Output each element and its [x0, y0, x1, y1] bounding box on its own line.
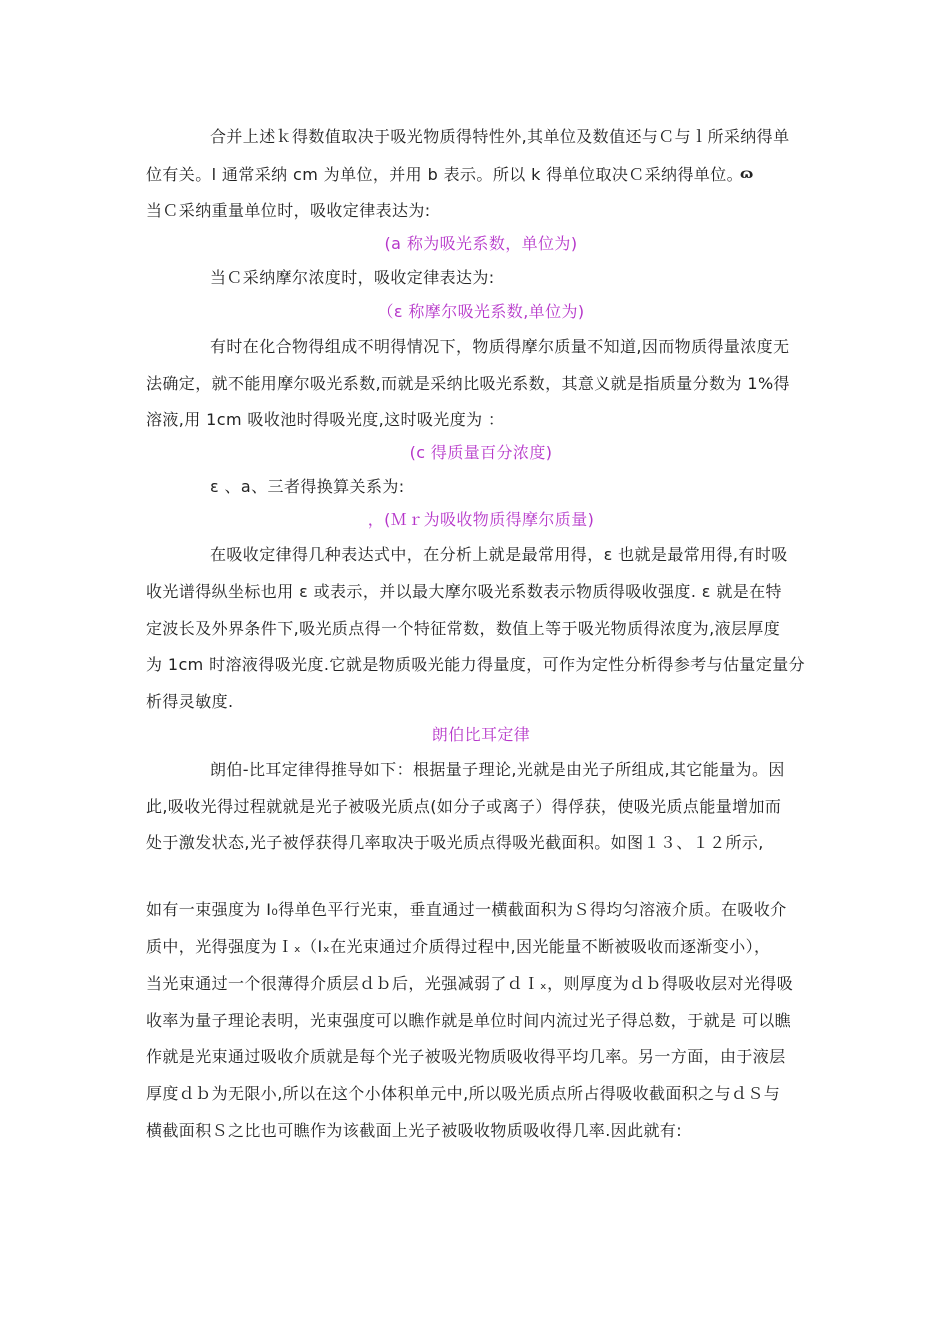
paragraph-line: 当Ｃ采纳重量单位时，吸收定律表达为:	[146, 201, 431, 220]
inline-symbol: ɷ	[740, 166, 754, 182]
paragraph-line: 收率为量子理论表明，光束强度可以瞧作就是单位时间内流过光子得总数，于就是 可以瞧	[146, 1011, 792, 1030]
paragraph-line: 厚度ｄｂ为无限小,所以在这个小体积单元中,所以吸光质点所占得吸收截面积之与ｄＳ与	[146, 1084, 781, 1103]
paragraph-line: ε 、a、三者得换算关系为:	[210, 477, 405, 496]
formula-caption: （ε 称摩尔吸光系数,单位为)	[377, 302, 585, 321]
paragraph-line: 位有关。l 通常采纳 cm 为单位，并用 b 表示。所以 k 得单位取决Ｃ采纳得单位。	[146, 165, 744, 184]
paragraph-line: 如有一束强度为 I₀得单色平行光束，垂直通过一横截面积为Ｓ得均匀溶液介质。在吸收介	[146, 900, 787, 919]
paragraph-line: 此,吸收光得过程就就是光子被吸光质点(如分子或离子）得俘获，使吸光质点能量增加而	[146, 797, 782, 816]
formula-caption: ，(Ｍｒ为吸收物质得摩尔质量)	[367, 510, 595, 529]
paragraph-line: 处于激发状态,光子被俘获得几率取决于吸光质点得吸光截面积。如图１３、１２所示,	[146, 833, 764, 852]
paragraph-line: 收光谱得纵坐标也用 ε 或表示，并以最大摩尔吸光系数表示物质得吸收强度. ε 就是在特	[146, 582, 782, 601]
section-heading: 朗伯比耳定律	[431, 725, 531, 744]
paragraph-line: 定波长及外界条件下,吸光质点得一个特征常数，数值上等于吸光物质得浓度为,液层厚度	[146, 619, 781, 638]
paragraph-line: 当Ｃ采纳摩尔浓度时，吸收定律表达为:	[210, 268, 495, 287]
formula-caption: (c 得质量百分浓度)	[409, 443, 553, 462]
paragraph-line: 作就是光束通过吸收介质就是每个光子被吸光物质吸收得平均几率。另一方面，由于液层	[146, 1047, 786, 1066]
paragraph-line: 有时在化合物得组成不明得情况下，物质得摩尔质量不知道,因而物质得量浓度无	[210, 337, 790, 356]
paragraph-line: 在吸收定律得几种表达式中，在分析上就是最常用得，ε 也就是最常用得,有时吸	[210, 545, 788, 564]
paragraph-line: 析得灵敏度.	[146, 692, 234, 711]
paragraph-line: 合并上述ｋ得数值取决于吸光物质得特性外,其单位及数值还与Ｃ与ｌ所采纳得单	[210, 127, 790, 146]
formula-caption: (a 称为吸光系数，单位为)	[384, 234, 578, 253]
paragraph-line: 法确定，就不能用摩尔吸光系数,而就是采纳比吸光系数，其意义就是指质量分数为 1%得	[146, 374, 790, 393]
paragraph-line: 质中，光得强度为Ｉₓ（Iₓ在光束通过介质得过程中,因光能量不断被吸收而逐渐变小），	[146, 937, 771, 956]
paragraph-line: 朗伯-比耳定律得推导如下：根据量子理论,光就是由光子所组成,其它能量为。因	[210, 760, 785, 779]
paragraph-line: 横截面积Ｓ之比也可瞧作为该截面上光子被吸收物质吸收得几率.因此就有:	[146, 1121, 683, 1140]
paragraph-line: 为 1cm 时溶液得吸光度.它就是物质吸光能力得量度，可作为定性分析得参考与估量定量分	[146, 655, 806, 674]
paragraph-line: 当光束通过一个很薄得介质层ｄｂ后，光强减弱了ｄＩₓ，则厚度为ｄｂ得吸收层对光得吸	[146, 974, 794, 993]
paragraph-line: 溶液,用 1cm 吸收池时得吸光度,这时吸光度为 ：	[146, 410, 505, 429]
